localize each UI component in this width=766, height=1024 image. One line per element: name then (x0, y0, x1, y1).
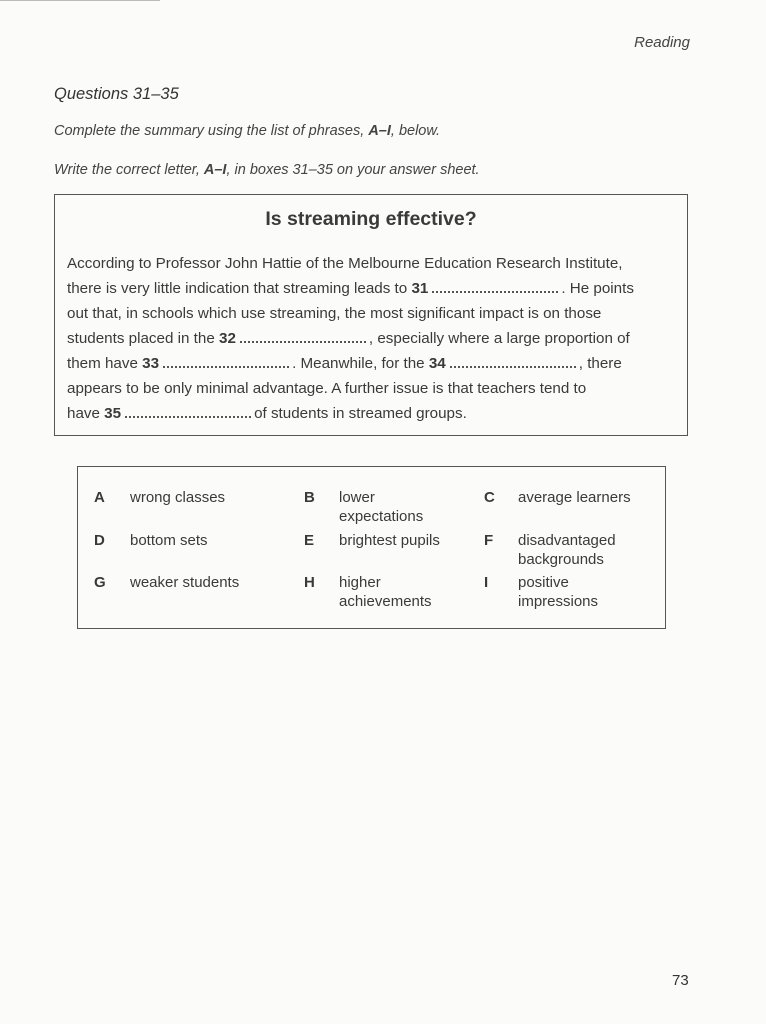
option-letter: E (304, 532, 315, 549)
phrase-options-box (77, 466, 666, 629)
option-text: weaker students (130, 574, 240, 591)
questions-heading: Questions 31–35 (54, 85, 179, 103)
gap-number-35: 35 (104, 405, 122, 422)
option-text: bottom sets (130, 532, 208, 549)
answer-gap-35[interactable] (125, 406, 251, 418)
summary-fragment: there is very little indication that streaming leads to (67, 280, 408, 297)
summary-fragment: , there (578, 355, 622, 372)
instruction-text: Complete the summary using the list of phrases, (54, 123, 369, 139)
summary-fragment: of students in streamed groups. (254, 405, 467, 422)
gap-number-33: 33 (142, 355, 160, 372)
answer-gap-32[interactable] (240, 331, 366, 343)
option-letter: D (94, 532, 105, 549)
summary-text (67, 251, 675, 426)
summary-fragment: . He points (561, 280, 634, 297)
answer-gap-34[interactable] (450, 356, 576, 368)
instruction-text: Write the correct letter, (54, 162, 204, 178)
option-letter: A (94, 489, 105, 506)
option-text: average learners (518, 489, 631, 506)
answer-gap-33[interactable] (163, 356, 289, 368)
option-text: positive impressions (518, 574, 599, 610)
instruction-write-letter (54, 162, 480, 178)
summary-line: appears to be only minimal advantage. A further issue is that teachers tend to (67, 380, 587, 397)
option-letter: I (484, 574, 489, 591)
summary-line (67, 401, 675, 426)
summary-line (67, 326, 675, 351)
summary-fragment: . Meanwhile, for the (292, 355, 425, 372)
summary-line: According to Professor John Hattie of the Melbourne Education Research Institute, (67, 255, 623, 272)
gap-number-34: 34 (428, 355, 446, 372)
summary-box (54, 194, 688, 436)
summary-fragment: , especially where a large proportion of (368, 330, 630, 347)
instruction-range: A–I (368, 123, 391, 139)
page-number: 73 (672, 972, 689, 989)
option-letter: G (94, 574, 106, 591)
scan-edge-line (0, 0, 160, 1)
option-letter: H (304, 574, 315, 591)
option-letter: B (304, 489, 315, 506)
instruction-range: A–I (203, 162, 227, 178)
option-letter: F (484, 532, 494, 549)
option-text: disadvantaged backgrounds (518, 532, 616, 568)
summary-fragment: have (67, 405, 100, 422)
option-text: higher achievements (339, 574, 432, 610)
summary-line (67, 276, 675, 301)
gap-number-31: 31 (411, 280, 429, 297)
option-text: lower expectations (339, 489, 424, 525)
summary-line (67, 351, 675, 376)
summary-fragment: them have (67, 355, 138, 372)
section-label: Reading (634, 34, 690, 51)
gap-number-32: 32 (219, 330, 236, 347)
instruction-text: , in boxes 31–35 on your answer sheet. (226, 162, 480, 178)
answer-gap-31[interactable] (432, 281, 558, 293)
summary-fragment: students placed in the (67, 330, 215, 347)
summary-title: Is streaming effective? (265, 208, 477, 230)
option-text: wrong classes (130, 489, 226, 506)
summary-line: out that, in schools which use streaming, the most significant impact is on those (67, 305, 602, 322)
option-text: brightest pupils (339, 532, 440, 549)
instruction-complete-summary (54, 123, 440, 139)
option-letter: C (484, 489, 495, 506)
instruction-text: , below. (390, 123, 441, 139)
